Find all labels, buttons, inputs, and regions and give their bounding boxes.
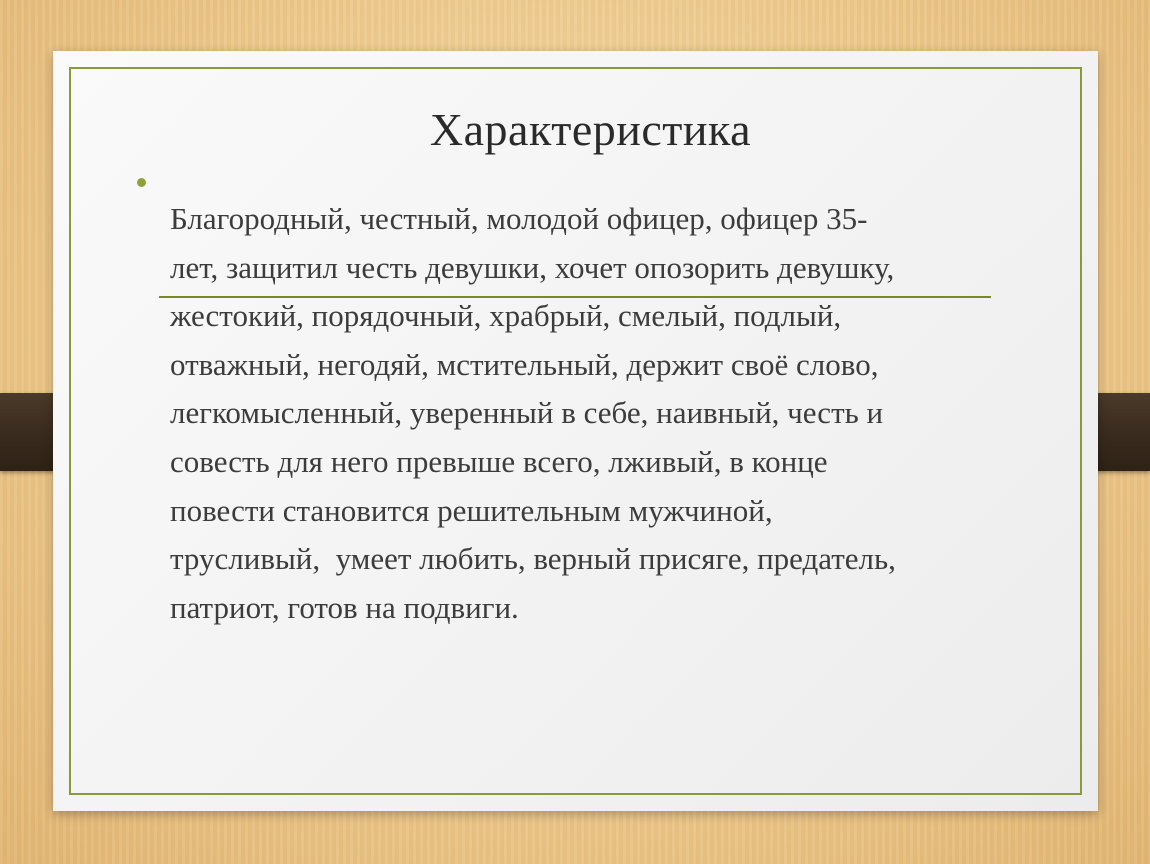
bullet-dot-icon — [137, 178, 146, 187]
bullet-text: Благородный, честный, молодой офицер, офицер 35- лет, защитил честь девушки, хочет опозорить девушку, жестокий, порядочный, храбрый, смелый, подлый, отважный, негодяй, мстительный, держит своё слово, легкомысленный, уверенный в себе, наивный, честь и совесть для него превыше всего, лживый, в конце повести становится решительным мужчиной, трусливый, умеет любить, верный присяге, предатель, патриот, готов на подвиги. — [170, 201, 896, 625]
slide — [53, 51, 1098, 811]
slide-title: Характеристика — [429, 104, 752, 155]
